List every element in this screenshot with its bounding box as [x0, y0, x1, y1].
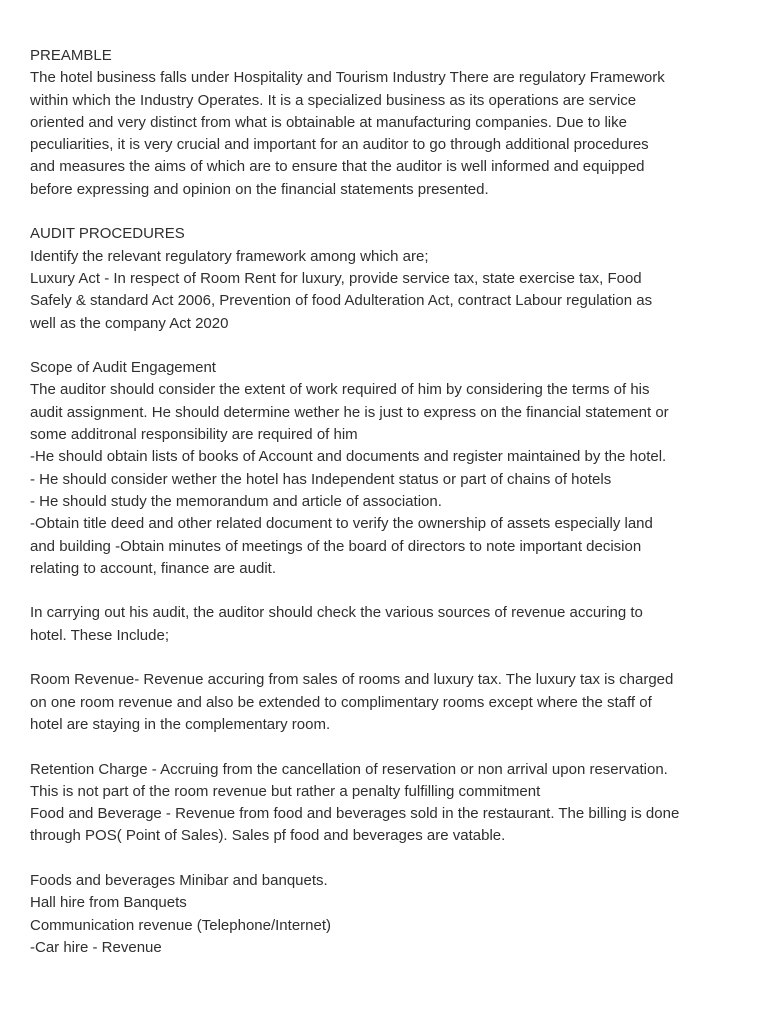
text-line: before expressing and opinion on the financial statements presented.	[30, 180, 489, 198]
text-line: on one room revenue and also be extended to complimentary rooms except where the staff of	[30, 693, 652, 711]
text-line: - He should study the memorandum and article of association.	[30, 492, 442, 510]
text-line: within which the Industry Operates. It is a specialized business as its operations are service	[30, 91, 637, 109]
text-line: hotel are staying in the complementary room.	[30, 715, 331, 733]
paragraph	[30, 669, 742, 736]
text-line: hotel. These Include;	[30, 626, 169, 644]
note-body	[30, 45, 742, 959]
text-line: Room Revenue- Revenue accuring from sales of rooms and luxury tax. The luxury tax is charged	[30, 671, 674, 689]
text-line: -Obtain title deed and other related document to verify the ownership of assets especially land	[30, 515, 653, 533]
text-line: In carrying out his audit, the auditor should check the various sources of revenue accuring to	[30, 604, 643, 622]
paragraph	[30, 357, 742, 580]
text-line: This is not part of the room revenue but rather a penalty fulfilling commitment	[30, 782, 541, 800]
text-line: Foods and beverages Minibar and banquets.	[30, 871, 328, 889]
text-line: -He should obtain lists of books of Account and documents and register maintained by the hotel.	[30, 448, 667, 466]
text-line: relating to account, finance are audit.	[30, 559, 276, 577]
paragraph-gap	[30, 335, 742, 357]
text-line: Identify the relevant regulatory framework among which are;	[30, 247, 429, 265]
text-line: The auditor should consider the extent of work required of him by considering the terms of his	[30, 381, 650, 399]
text-line: oriented and very distinct from what is obtainable at manufacturing companies. Due to like	[30, 113, 627, 131]
text-line: - He should consider wether the hotel has Independent status or part of chains of hotels	[30, 470, 612, 488]
paragraph	[30, 45, 742, 201]
paragraph	[30, 870, 742, 959]
paragraph	[30, 759, 742, 848]
text-line: audit assignment. He should determine wether he is just to express on the financial statement or	[30, 403, 669, 421]
text-line: AUDIT PROCEDURES	[30, 225, 185, 243]
text-line: and measures the aims of which are to ensure that the auditor is well informed and equipped	[30, 158, 645, 176]
paragraph-gap	[30, 580, 742, 602]
paragraph-gap	[30, 201, 742, 223]
text-line: Hall hire from Banquets	[30, 894, 187, 912]
text-line: Safely & standard Act 2006, Prevention of food Adulteration Act, contract Labour regulation as	[30, 292, 653, 310]
paragraph	[30, 602, 742, 647]
text-line: peculiarities, it is very crucial and important for an auditor to go through additional procedures	[30, 136, 649, 154]
text-line: Communication revenue (Telephone/Internet)	[30, 916, 332, 934]
text-line: Retention Charge - Accruing from the cancellation of reservation or non arrival upon reservation.	[30, 760, 668, 778]
text-line: and building -Obtain minutes of meetings of the board of directors to note important decision	[30, 537, 642, 555]
text-line: through POS( Point of Sales). Sales pf food and beverages are vatable.	[30, 827, 506, 845]
text-line: -Car hire - Revenue	[30, 938, 162, 956]
text-line: PREAMBLE	[30, 47, 112, 64]
paragraph-gap	[30, 848, 742, 870]
paragraph-gap	[30, 647, 742, 669]
text-line: Luxury Act - In respect of Room Rent for luxury, provide service tax, state exercise tax, Food	[30, 269, 642, 287]
text-line: Scope of Audit Engagement	[30, 359, 216, 377]
text-line: Food and Beverage - Revenue from food and beverages sold in the restaurant. The billing is done	[30, 805, 680, 823]
text-line: some additronal responsibility are required of him	[30, 426, 358, 444]
text-line: The hotel business falls under Hospitality and Tourism Industry There are regulatory Framework	[30, 69, 665, 87]
paragraph-gap	[30, 736, 742, 758]
paragraph	[30, 223, 742, 334]
text-line: well as the company Act 2020	[30, 314, 229, 332]
